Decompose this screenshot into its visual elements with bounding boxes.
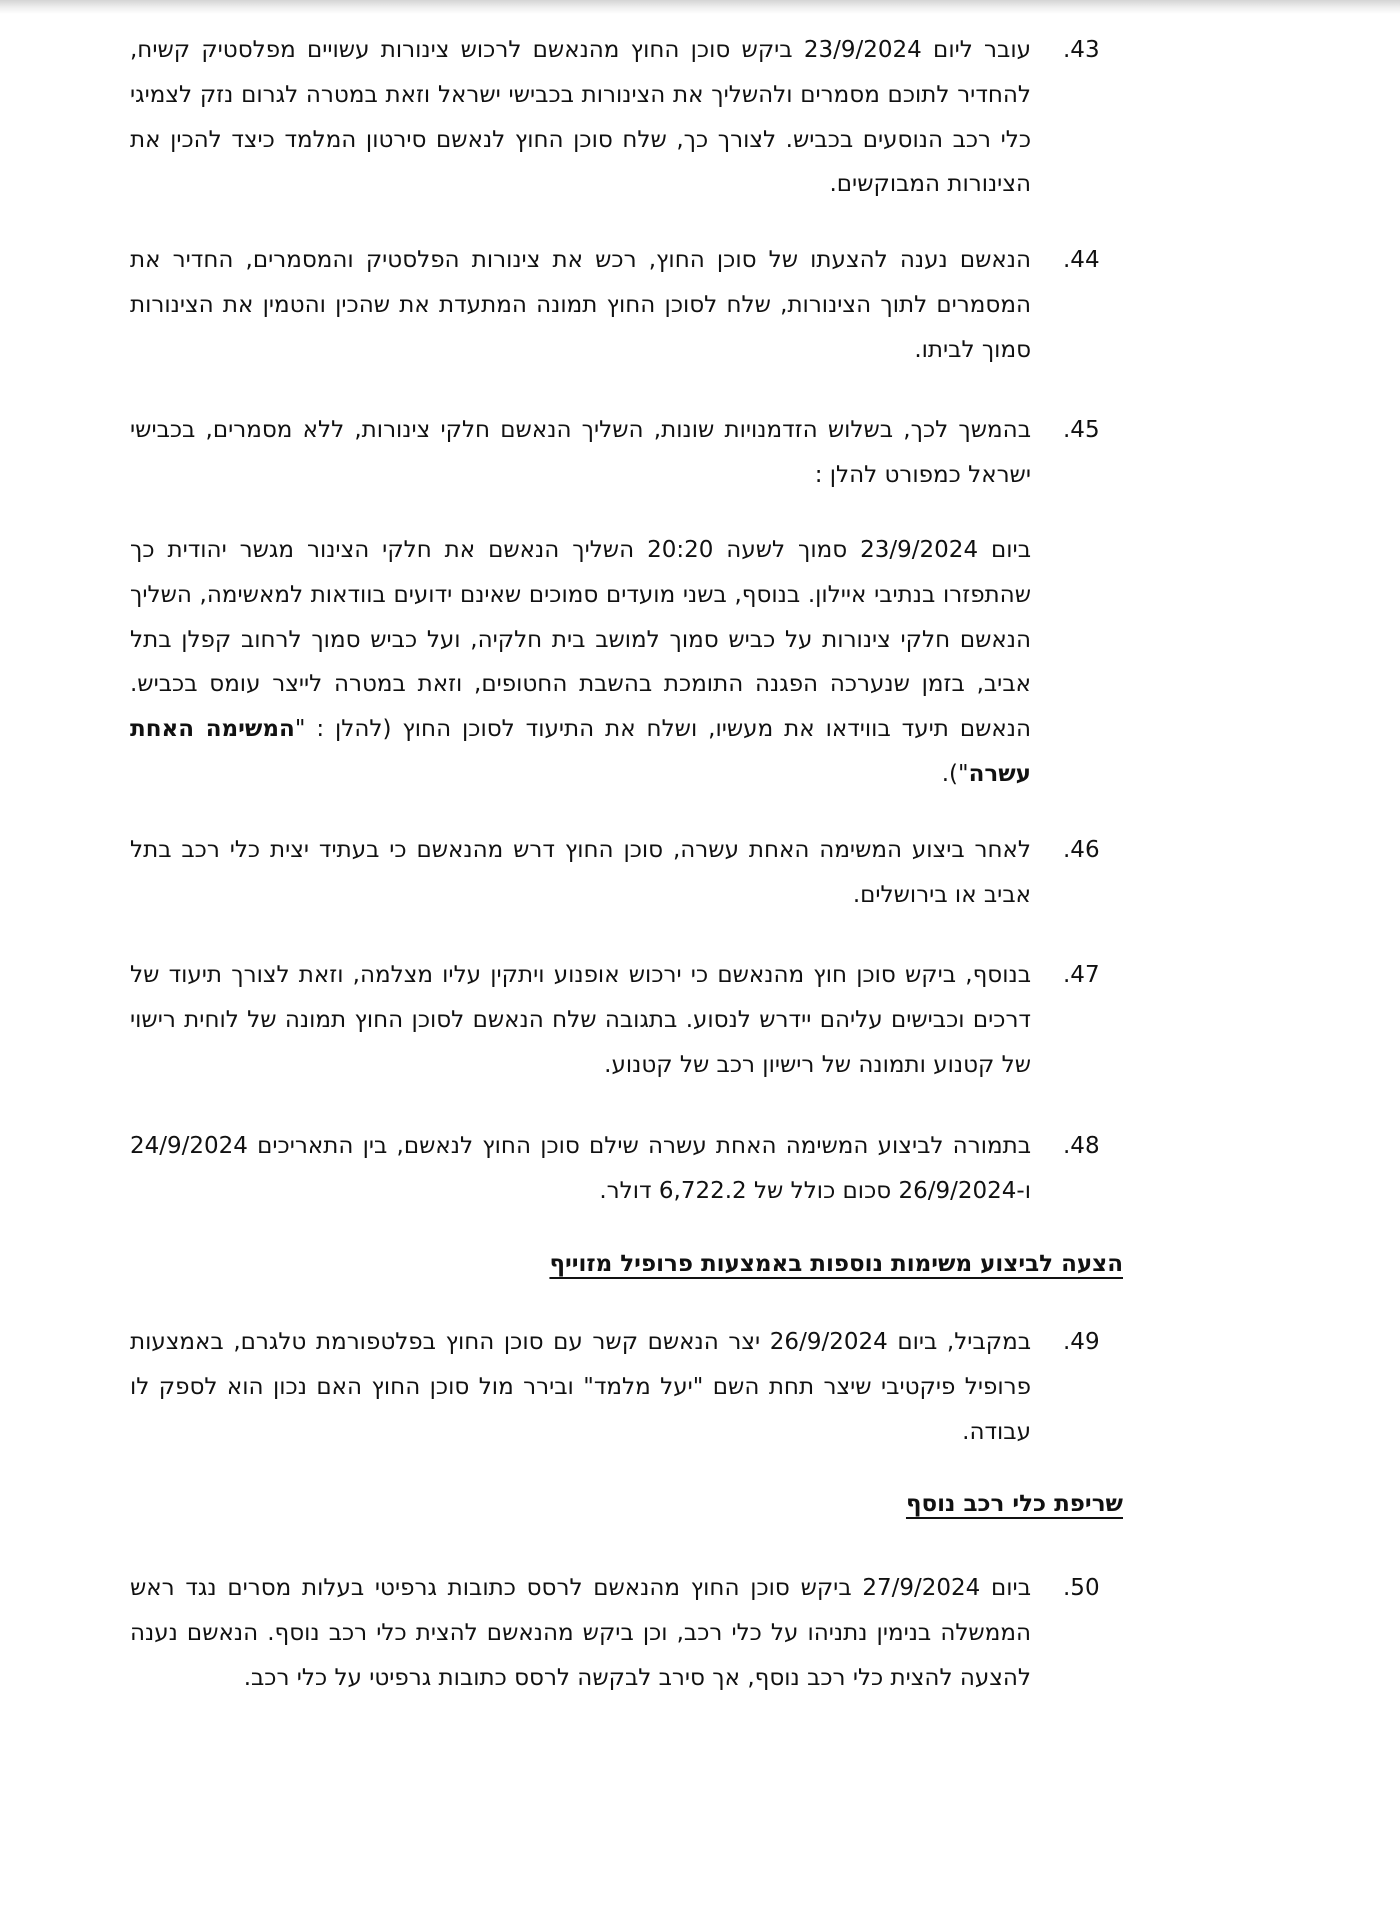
paragraph-number: .48 <box>1063 1133 1100 1159</box>
paragraph-number: .44 <box>1063 247 1100 273</box>
paragraph-number: .45 <box>1063 417 1100 443</box>
paragraph-text <box>130 528 1031 797</box>
paragraph-text: עובר ליום 23/9/2024 ביקש סוכן החוץ מהנאשם לרכוש צינורות עשויים מפלסטיק קשיח, להחדיר לתוכם מסמרים ולהשליך את הצינורות בכבישי ישראל וזאת במטרה לגרום נזק לצמיגי כלי רכב הנוסעים בכביש. לצורך כך, שלח סוכן החוץ לנאשם סירטון המלמד כיצד להכין את הצינורות המבוקשים. <box>130 37 1031 198</box>
paragraph-number: .46 <box>1063 837 1100 863</box>
text-segment: "). <box>941 760 969 787</box>
paragraph-number: .49 <box>1063 1329 1100 1355</box>
paragraph-number: .43 <box>1063 37 1100 63</box>
text-segment: ביום 23/9/2024 סמוך לשעה 20:20 השליך הנאשם את חלקי הצינור מגשר יהודית כך שהתפזרו בנתיבי איילון. בנוסף, בשני מועדים סמוכים שאינם ידועים בוודאות למאשימה, השליך הנאשם חלקי צינורות על כביש סמוך למושב בית חלקיה, ועל כביש סמוך לרחוב קפלן בתל אביב, בזמן שנערכה הפגנה התומכת בהשבת החטופים, וזאת במטרה לייצר עומס בכביש. הנאשם תיעד בווידאו את מעשיו, ושלח את התיעוד לסוכן החוץ (להלן : " <box>130 537 1031 743</box>
paragraph-number: .47 <box>1063 962 1100 988</box>
paragraph-text: במקביל, ביום 26/9/2024 יצר הנאשם קשר עם סוכן החוץ בפלטפורמת טלגרם, באמצעות פרופיל פיקטיבי שיצר תחת השם "יעל מלמד" ובירר מול סוכן החוץ האם נכון הוא לספק לו עבודה. <box>130 1329 1031 1445</box>
paragraph-text: ביום 27/9/2024 ביקש סוכן החוץ מהנאשם לרסס כתובות גרפיטי בעלות מסרים נגד ראש הממשלה בנימין נתניהו על כלי רכב, וכן ביקש מהנאשם להצית כלי רכב נוסף. הנאשם נענה להצעה להצית כלי רכב נוסף, אך סירב לבקשה לרסס כתובות גרפיטי על כלי רכב. <box>130 1575 1031 1691</box>
defined-term: המשימה האחת עשרה <box>130 716 1031 787</box>
paragraph-text: בתמורה לביצוע המשימה האחת עשרה שילם סוכן החוץ לנאשם, בין התאריכים 24/9/2024 ו-26/9/2024 סכום כולל של 6,722.2 דולר. <box>130 1133 1031 1204</box>
section-heading: הצעה לביצוע משימות נוספות באמצעות פרופיל מזוייף <box>549 1251 1123 1277</box>
paragraph-text: בנוסף, ביקש סוכן חוץ מהנאשם כי ירכוש אופנוע ויתקין עליו מצלמה, וזאת לצורך תיעוד של דרכים וכבישים עליהם יידרש לנסוע. בתגובה שלח הנאשם לסוכן החוץ תמונה של לוחית רישוי של קטנוע ותמונה של רישיון רכב של קטנוע. <box>130 962 1031 1078</box>
section-heading: שריפת כלי רכב נוסף <box>905 1491 1123 1517</box>
paragraph-number: .50 <box>1063 1575 1100 1601</box>
paragraph-text: הנאשם נענה להצעתו של סוכן החוץ, רכש את צינורות הפלסטיק והמסמרים, החדיר את המסמרים לתוך הצינורות, שלח לסוכן החוץ תמונה המתעדת את שהכין והטמין את הצינורות סמוך לביתו. <box>130 247 1031 363</box>
paragraph-text: בהמשך לכך, בשלוש הזדמנויות שונות, השליך הנאשם חלקי צינורות, ללא מסמרים, בכבישי ישראל כמפורט להלן : <box>130 417 1031 488</box>
paragraph-text: לאחר ביצוע המשימה האחת עשרה, סוכן החוץ דרש מהנאשם כי בעתיד יצית כלי רכב בתל אביב או בירושלים. <box>130 837 1031 908</box>
